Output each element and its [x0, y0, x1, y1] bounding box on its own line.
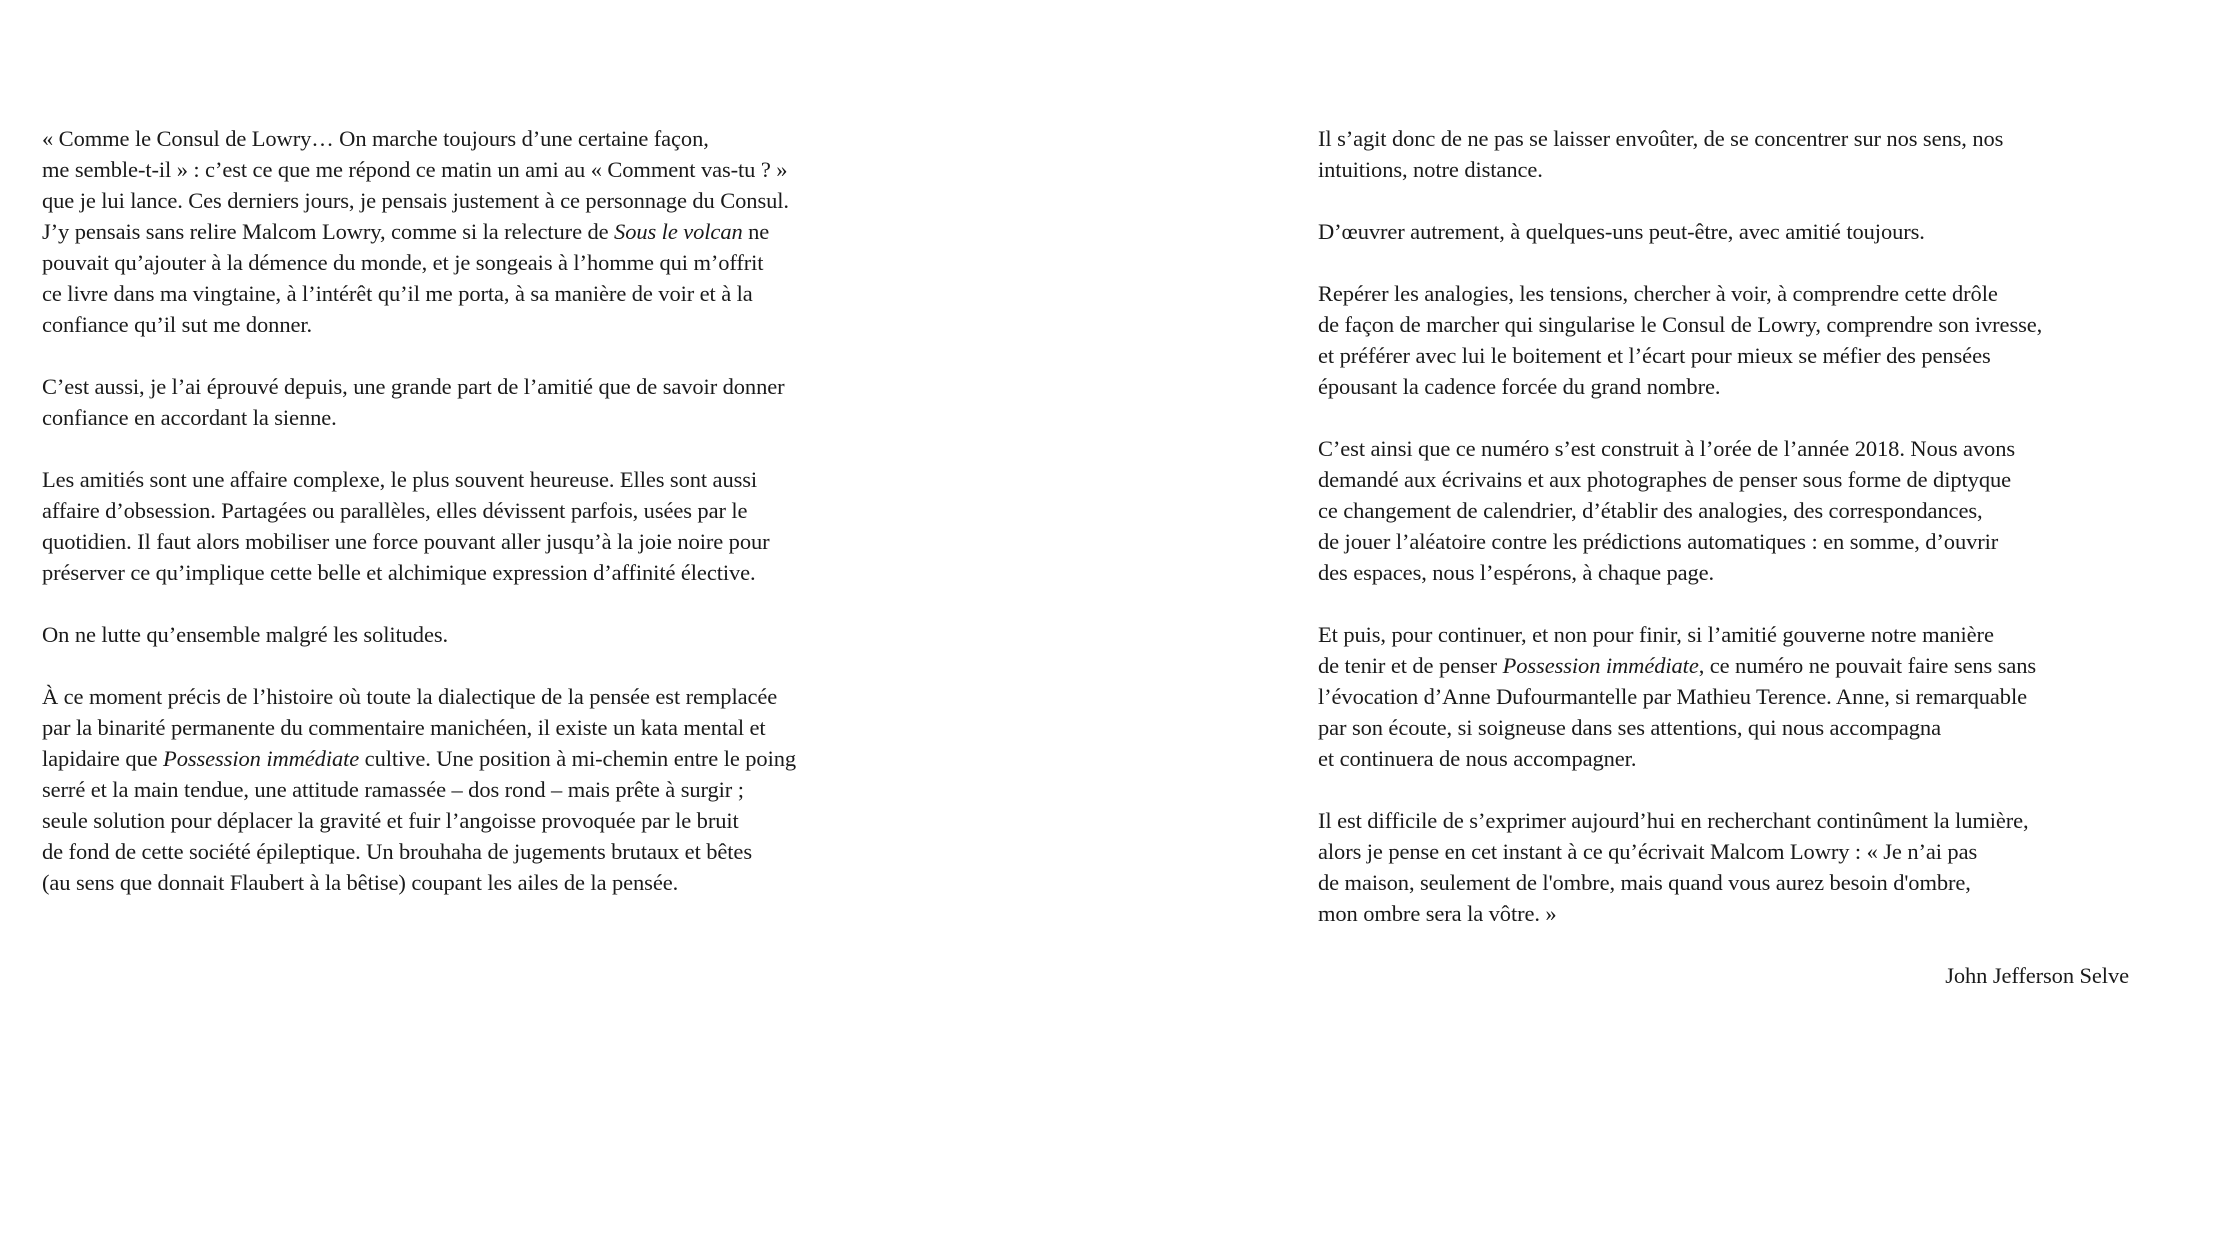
text-segment: que je lui lance. Ces derniers jours, je pensais justement à ce personnage du Consul.: [42, 188, 789, 213]
paragraph: [1318, 278, 2138, 402]
text-segment: pouvait qu’ajouter à la démence du monde, et je songeais à l’homme qui m’offrit: [42, 250, 764, 275]
text-segment: confiance en accordant la sienne.: [42, 405, 337, 430]
italic-title: Possession immédiate: [163, 746, 360, 771]
text-segment: de fond de cette société épileptique. Un brouhaha de jugements brutaux et bêtes: [42, 839, 752, 864]
text-line: [1318, 836, 2138, 867]
text-segment: l’évocation d’Anne Dufourmantelle par Mathieu Terence. Anne, si remarquable: [1318, 684, 2027, 709]
text-line: [42, 867, 942, 898]
text-segment: par la binarité permanente du commentaire manichéen, il existe un kata mental et: [42, 715, 766, 740]
text-line: [1318, 867, 2138, 898]
text-line: [1318, 557, 2138, 588]
text-line: [42, 371, 942, 402]
text-segment: de maison, seulement de l'ombre, mais quand vous aurez besoin d'ombre,: [1318, 870, 1971, 895]
text-line: [42, 247, 942, 278]
text-line: [42, 526, 942, 557]
text-segment: C’est aussi, je l’ai éprouvé depuis, une grande part de l’amitié que de savoir donner: [42, 374, 785, 399]
text-segment: Et puis, pour continuer, et non pour finir, si l’amitié gouverne notre manière: [1318, 622, 1994, 647]
text-line: [42, 712, 942, 743]
text-segment: alors je pense en cet instant à ce qu’écrivait Malcom Lowry : « Je n’ai pas: [1318, 839, 1978, 864]
text-segment: affaire d’obsession. Partagées ou parallèles, elles dévissent parfois, usées par le: [42, 498, 748, 523]
text-segment: (au sens que donnait Flaubert à la bêtise) coupant les ailes de la pensée.: [42, 870, 679, 895]
text-segment: me semble-t-il » : c’est ce que me répond ce matin un ami au « Comment vas-tu ? »: [42, 157, 788, 182]
text-line: [42, 743, 942, 774]
text-segment: des espaces, nous l’espérons, à chaque page.: [1318, 560, 1715, 585]
signature: John Jefferson Selve: [1945, 963, 2129, 988]
text-segment: de façon de marcher qui singularise le Consul de Lowry, comprendre son ivresse,: [1318, 312, 2043, 337]
paragraph: [42, 371, 942, 433]
text-line: [1318, 805, 2138, 836]
text-line: [42, 278, 942, 309]
text-line: [42, 619, 942, 650]
text-line: [1318, 619, 2138, 650]
paragraph: [1318, 805, 2138, 929]
text-line: [1318, 123, 2138, 154]
text-line: [1318, 371, 2138, 402]
text-line: [1318, 681, 2138, 712]
text-segment: J’y pensais sans relire Malcom Lowry, comme si la relecture de: [42, 219, 615, 244]
text-segment: Il s’agit donc de ne pas se laisser envoûter, de se concentrer sur nos sens, nos: [1318, 126, 2004, 151]
text-segment: épousant la cadence forcée du grand nombre.: [1318, 374, 1721, 399]
italic-title: Sous le volcan: [614, 219, 743, 244]
text-line: [1318, 433, 2138, 464]
text-line: [42, 495, 942, 526]
text-segment: serré et la main tendue, une attitude ramassée – dos rond – mais prête à surgir ;: [42, 777, 744, 802]
text-segment: seule solution pour déplacer la gravité et fuir l’angoisse provoquée par le bruit: [42, 808, 739, 833]
text-segment: mon ombre sera la vôtre. »: [1318, 901, 1557, 926]
text-segment: , ce numéro ne pouvait faire sens sans: [1698, 653, 2037, 678]
text-line: [42, 123, 942, 154]
text-segment: préserver ce qu’implique cette belle et alchimique expression d’affinité élective.: [42, 560, 756, 585]
text-line: [1318, 216, 2138, 247]
text-line: [42, 185, 942, 216]
text-line: [1318, 712, 2138, 743]
text-segment: lapidaire que: [42, 746, 164, 771]
paragraph: [1318, 216, 2138, 247]
text-segment: cultive. Une position à mi-chemin entre le poing: [359, 746, 797, 771]
text-line: [1318, 650, 2138, 681]
left-page: [42, 123, 942, 929]
text-segment: D’œuvrer autrement, à quelques-uns peut-être, avec amitié toujours.: [1318, 219, 1925, 244]
paragraph: [1318, 433, 2138, 588]
text-segment: Repérer les analogies, les tensions, chercher à voir, à comprendre cette drôle: [1318, 281, 1998, 306]
text-line: [1318, 309, 2138, 340]
text-segment: par son écoute, si soigneuse dans ses attentions, qui nous accompagna: [1318, 715, 1941, 740]
text-line: [1318, 743, 2138, 774]
paragraph: [42, 619, 942, 650]
paragraph: [42, 464, 942, 588]
text-segment: Les amitiés sont une affaire complexe, le plus souvent heureuse. Elles sont aussi: [42, 467, 758, 492]
text-line: [42, 216, 942, 247]
text-segment: C’est ainsi que ce numéro s’est construit à l’orée de l’année 2018. Nous avons: [1318, 436, 2015, 461]
text-segment: On ne lutte qu’ensemble malgré les solitudes.: [42, 622, 449, 647]
italic-title: Possession immédiate: [1502, 653, 1699, 678]
text-line: [1318, 526, 2138, 557]
text-line: [42, 309, 942, 340]
text-line: [42, 681, 942, 712]
text-line: [42, 464, 942, 495]
text-line: [42, 836, 942, 867]
paragraph: [42, 123, 942, 340]
text-segment: confiance qu’il sut me donner.: [42, 312, 313, 337]
text-line: [1318, 495, 2138, 526]
text-segment: et préférer avec lui le boitement et l’écart pour mieux se méfier des pensées: [1318, 343, 1991, 368]
text-segment: de jouer l’aléatoire contre les prédictions automatiques : en somme, d’ouvrir: [1318, 529, 1999, 554]
text-segment: quotidien. Il faut alors mobiliser une force pouvant aller jusqu’à la joie noire pour: [42, 529, 770, 554]
text-line: [1318, 464, 2138, 495]
text-segment: intuitions, notre distance.: [1318, 157, 1543, 182]
text-segment: ce changement de calendrier, d’établir des analogies, des correspondances,: [1318, 498, 1983, 523]
text-segment: ce livre dans ma vingtaine, à l’intérêt qu’il me porta, à sa manière de voir et à la: [42, 281, 753, 306]
paragraph: [42, 681, 942, 898]
text-segment: et continuera de nous accompagner.: [1318, 746, 1637, 771]
text-line: [1318, 278, 2138, 309]
text-segment: de tenir et de penser: [1318, 653, 1503, 678]
text-line: [42, 774, 942, 805]
paragraph: [1318, 123, 2138, 185]
text-segment: ne: [742, 219, 770, 244]
right-page-body: [1318, 123, 2138, 929]
text-line: [42, 402, 942, 433]
text-line: [1318, 154, 2138, 185]
text-line: [1318, 340, 2138, 371]
text-segment: À ce moment précis de l’histoire où toute la dialectique de la pensée est remplacée: [42, 684, 778, 709]
paragraph: [1318, 619, 2138, 774]
text-segment: demandé aux écrivains et aux photographes de penser sous forme de diptyque: [1318, 467, 2012, 492]
text-line: [42, 805, 942, 836]
text-segment: « Comme le Consul de Lowry… On marche toujours d’une certaine façon,: [42, 126, 709, 151]
text-line: [1318, 898, 2138, 929]
text-line: [42, 154, 942, 185]
text-line: [42, 557, 942, 588]
right-page: [1318, 123, 2138, 991]
text-segment: Il est difficile de s’exprimer aujourd’hui en recherchant continûment la lumière,: [1318, 808, 2029, 833]
